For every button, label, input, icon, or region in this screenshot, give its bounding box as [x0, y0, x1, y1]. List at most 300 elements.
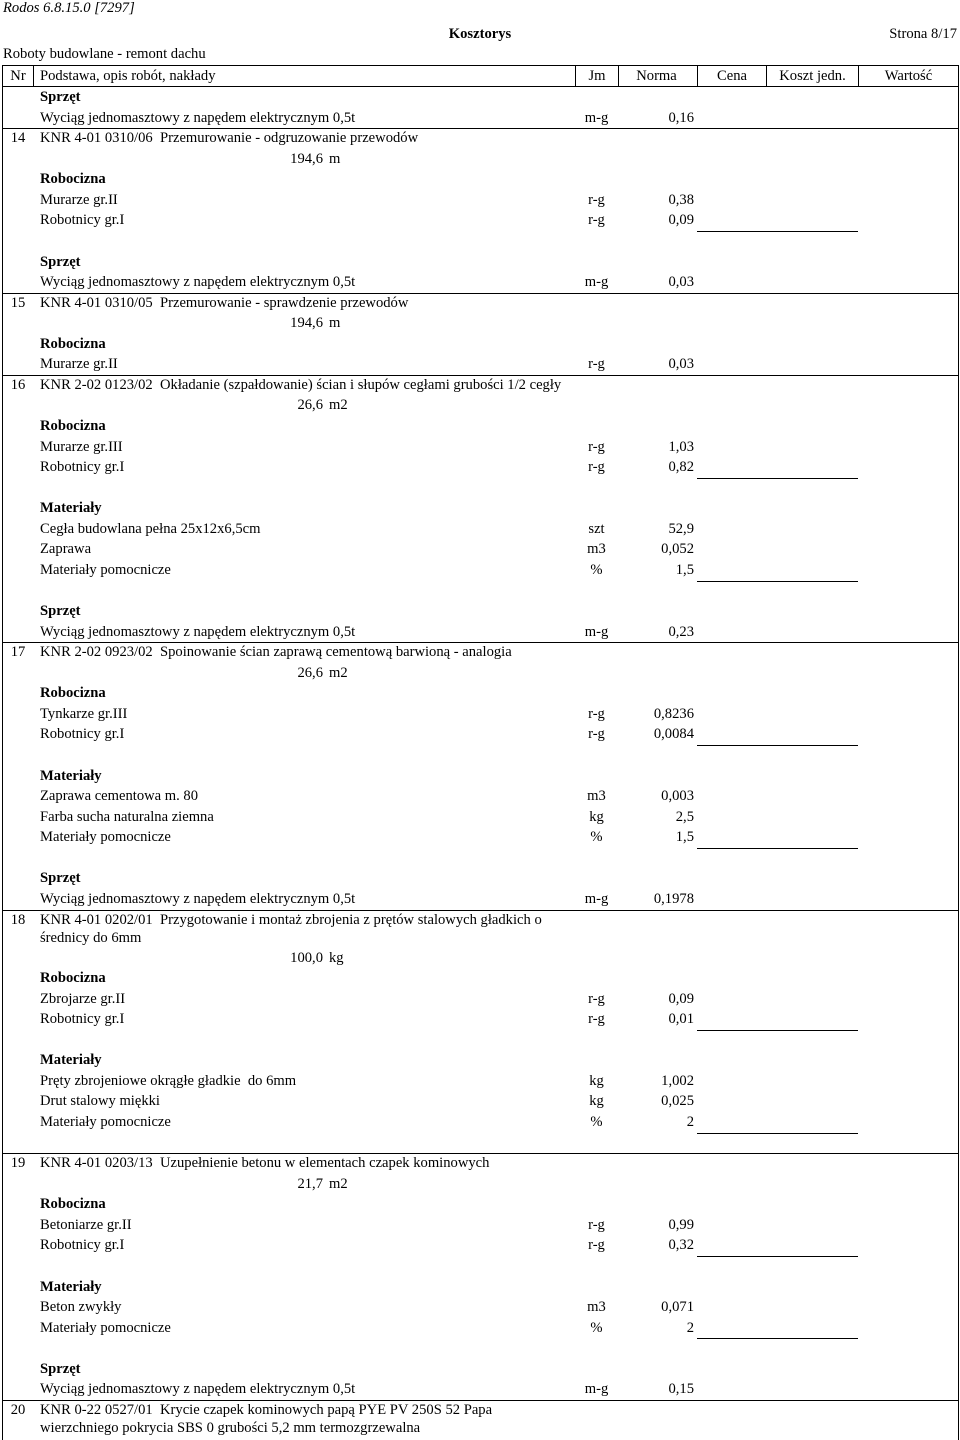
value-cell [858, 868, 958, 889]
position-description: KNR 4-01 0202/01 Przygotowanie i montaż zbrojenia z prętów stalowych gładkich o [40, 911, 542, 928]
unit-cell [575, 643, 618, 663]
position-row [3, 128, 958, 149]
unit-cost-cell [766, 968, 858, 989]
document-title: Kosztorys [448, 26, 512, 42]
resource-row [3, 889, 958, 910]
resource-name: Tynkarze gr.III [40, 705, 128, 722]
resource-norm: 0,09 [668, 990, 694, 1007]
unit-cost-cell [766, 643, 858, 663]
resource-row [3, 560, 958, 581]
resource-row [3, 108, 958, 129]
resource-row [3, 457, 958, 478]
unit-cost-cell [766, 478, 858, 499]
norm-cell [618, 519, 697, 540]
quantity-value: 194,6 [290, 150, 323, 167]
unit-cell [575, 766, 618, 787]
resource-unit: m-g [584, 1381, 609, 1398]
resource-name: Robotnicy gr.I [40, 726, 125, 743]
quantity-value: 194,6 [290, 315, 323, 332]
group-subtotal-row [3, 231, 958, 252]
unit-cell [575, 354, 618, 375]
price-cell [697, 1401, 766, 1438]
resource-group-name: Robocizna [40, 685, 106, 702]
resource-group-row [3, 252, 958, 273]
resource-row [3, 704, 958, 725]
quantity-value: 26,6 [297, 397, 323, 414]
unit-cell [575, 1297, 618, 1318]
resource-group-row [3, 766, 958, 787]
nr-cell [3, 1235, 33, 1256]
unit-cell [575, 416, 618, 437]
description-cell [33, 539, 575, 560]
norm-cell [618, 1071, 697, 1092]
value-cell [858, 948, 958, 969]
value-cell [858, 252, 958, 273]
norm-cell [618, 911, 697, 948]
resource-group-name: Sprzęt [40, 1360, 81, 1377]
nr-cell [3, 1050, 33, 1071]
column-header-norm: Norma [618, 66, 697, 86]
value-cell [858, 519, 958, 540]
resource-name: Farba sucha naturalna ziemna [40, 808, 214, 825]
description-cell [33, 129, 575, 149]
norm-cell [618, 622, 697, 643]
price-cell [697, 1154, 766, 1174]
nr-cell [3, 560, 33, 581]
unit-cell [575, 1133, 618, 1154]
price-cell [697, 989, 766, 1010]
unit-cell [575, 989, 618, 1010]
description-cell [33, 807, 575, 828]
nr-cell [3, 87, 33, 108]
price-cell [697, 169, 766, 190]
value-cell [858, 1401, 958, 1438]
description-cell [33, 1401, 575, 1438]
resource-row [3, 989, 958, 1010]
resource-unit: r-g [588, 1011, 605, 1028]
resource-norm: 0,0084 [653, 726, 694, 743]
price-cell [697, 190, 766, 211]
description-cell [33, 581, 575, 602]
value-cell [858, 169, 958, 190]
value-cell [858, 1091, 958, 1112]
value-cell [858, 478, 958, 499]
price-cell [697, 272, 766, 293]
nr-cell [3, 911, 33, 948]
nr-cell [3, 889, 33, 910]
norm-cell [618, 1256, 697, 1277]
price-cell [697, 1215, 766, 1236]
resource-name: Zaprawa [40, 541, 92, 558]
position-description: średnicy do 6mm [40, 929, 142, 946]
resource-name: Betoniarze gr.II [40, 1216, 132, 1233]
unit-cell [575, 1338, 618, 1359]
unit-cell [575, 1112, 618, 1133]
unit-cost-cell [766, 210, 858, 231]
unit-cost-cell [766, 354, 858, 375]
price-cell [697, 1009, 766, 1030]
norm-cell [618, 807, 697, 828]
description-cell [33, 1112, 575, 1133]
price-cell [697, 1133, 766, 1154]
nr-cell [3, 334, 33, 355]
description-cell [33, 498, 575, 519]
page-number: Strona 8/17 [889, 26, 957, 42]
resource-norm: 0,99 [668, 1216, 694, 1233]
norm-cell [618, 724, 697, 745]
value-cell [858, 1277, 958, 1298]
price-cell [697, 210, 766, 231]
unit-cell [575, 827, 618, 848]
resource-norm: 0,15 [668, 1381, 694, 1398]
quantity-value: 26,6 [297, 664, 323, 681]
unit-cell [575, 745, 618, 766]
unit-cell [575, 1256, 618, 1277]
nr-cell [3, 1297, 33, 1318]
resource-group-name: Materiały [40, 767, 102, 784]
price-cell [697, 457, 766, 478]
price-cell [697, 108, 766, 129]
resource-norm: 1,03 [668, 438, 694, 455]
value-cell [858, 334, 958, 355]
unit-cost-cell [766, 149, 858, 170]
description-cell [33, 1359, 575, 1380]
unit-cell [575, 1215, 618, 1236]
value-cell [858, 272, 958, 293]
nr-cell [3, 437, 33, 458]
norm-cell [618, 334, 697, 355]
price-cell [697, 1277, 766, 1298]
resource-group-row [3, 1277, 958, 1298]
price-cell [697, 416, 766, 437]
price-cell [697, 1071, 766, 1092]
description-cell [33, 108, 575, 129]
resource-group-name: Robocizna [40, 1196, 106, 1213]
position-description: KNR 2-02 0123/02 Okładanie (szpałdowanie) ścian i słupów cegłami grubości 1/2 cegły [40, 376, 562, 393]
resource-unit: % [590, 1114, 603, 1130]
norm-cell [618, 252, 697, 273]
nr-cell [3, 683, 33, 704]
unit-cell [575, 1359, 618, 1380]
resource-name: Robotnicy gr.I [40, 212, 125, 229]
nr-cell [3, 601, 33, 622]
price-cell [697, 1174, 766, 1195]
value-cell [858, 1154, 958, 1174]
value-cell [858, 539, 958, 560]
value-cell [858, 354, 958, 375]
resource-unit: r-g [588, 726, 605, 743]
price-cell [697, 601, 766, 622]
unit-cell [575, 334, 618, 355]
value-cell [858, 581, 958, 602]
unit-cost-cell [766, 395, 858, 416]
norm-cell [618, 478, 697, 499]
position-number: 17 [10, 644, 26, 661]
unit-cell [575, 601, 618, 622]
description-cell [33, 786, 575, 807]
resource-group-row [3, 968, 958, 989]
nr-cell [3, 416, 33, 437]
norm-cell [618, 1359, 697, 1380]
unit-cost-cell [766, 1091, 858, 1112]
unit-cell [575, 868, 618, 889]
value-cell [858, 724, 958, 745]
nr-cell [3, 643, 33, 663]
unit-cell [575, 1030, 618, 1051]
price-cell [697, 1318, 766, 1339]
unit-cost-cell [766, 868, 858, 889]
description-cell [33, 968, 575, 989]
price-cell [697, 724, 766, 745]
position-number: 20 [10, 1401, 26, 1418]
resource-unit: m-g [584, 623, 609, 640]
norm-cell [618, 149, 697, 170]
quantity-row [3, 663, 958, 684]
unit-cost-cell [766, 1030, 858, 1051]
unit-cost-cell [766, 745, 858, 766]
resource-norm: 0,32 [668, 1237, 694, 1254]
unit-cell [575, 272, 618, 293]
description-cell [33, 231, 575, 252]
unit-cell [575, 1318, 618, 1339]
resource-row [3, 354, 958, 375]
nr-cell [3, 498, 33, 519]
norm-cell [618, 1030, 697, 1051]
resource-row [3, 807, 958, 828]
quantity-unit: m2 [329, 397, 348, 414]
price-cell [697, 1194, 766, 1215]
price-cell [697, 252, 766, 273]
resource-row [3, 539, 958, 560]
column-header-nr: Nr [10, 68, 26, 84]
resource-unit: r-g [588, 705, 605, 722]
resource-row [3, 1112, 958, 1133]
resource-group-name: Materiały [40, 1278, 102, 1295]
price-cell [697, 1338, 766, 1359]
nr-cell [3, 313, 33, 334]
resource-unit: % [590, 561, 603, 578]
unit-cost-cell [766, 601, 858, 622]
resource-norm: 0,01 [668, 1011, 694, 1028]
norm-cell [618, 766, 697, 787]
nr-cell [3, 807, 33, 828]
resource-norm: 0,38 [668, 191, 694, 208]
resource-row [3, 786, 958, 807]
norm-cell [618, 704, 697, 725]
norm-cell [618, 560, 697, 581]
resource-norm: 0,82 [668, 459, 694, 476]
description-cell [33, 210, 575, 231]
price-cell [697, 868, 766, 889]
description-cell [33, 1297, 575, 1318]
unit-cell [575, 1154, 618, 1174]
norm-cell [618, 1174, 697, 1195]
value-cell [858, 87, 958, 108]
description-cell [33, 190, 575, 211]
price-cell [697, 498, 766, 519]
position-number: 19 [10, 1155, 26, 1172]
resource-row [3, 1215, 958, 1236]
nr-cell [3, 968, 33, 989]
price-cell [697, 1359, 766, 1380]
position-number: 18 [10, 911, 26, 928]
column-header-price: Cena [697, 66, 766, 86]
nr-cell [3, 539, 33, 560]
resource-unit: m3 [587, 541, 606, 558]
resource-name: Wyciąg jednomasztowy z napędem elektrycznym 0,5t [40, 109, 356, 126]
norm-cell [618, 108, 697, 129]
resource-name: Pręty zbrojeniowe okrągłe gładkie do 6mm [40, 1072, 297, 1089]
value-cell [858, 498, 958, 519]
quantity-row [3, 149, 958, 170]
unit-cell [575, 786, 618, 807]
price-cell [697, 313, 766, 334]
unit-cell [575, 169, 618, 190]
unit-cell [575, 1071, 618, 1092]
resource-group-name: Robocizna [40, 970, 106, 987]
quantity-unit: m [329, 150, 341, 167]
unit-cost-cell [766, 848, 858, 869]
column-header-value: Wartość [858, 66, 958, 86]
position-number: 15 [10, 294, 26, 311]
unit-cell [575, 294, 618, 314]
unit-cell [575, 1194, 618, 1215]
value-cell [858, 766, 958, 787]
value-cell [858, 622, 958, 643]
column-header-unit-cost: Koszt jedn. [766, 66, 858, 86]
unit-cell [575, 210, 618, 231]
unit-cell [575, 1235, 618, 1256]
unit-cell [575, 313, 618, 334]
unit-cell [575, 108, 618, 129]
norm-cell [618, 272, 697, 293]
resource-row [3, 827, 958, 848]
resource-unit: m3 [587, 788, 606, 805]
estimate-table [2, 65, 959, 1440]
resource-norm: 0,03 [668, 356, 694, 373]
price-cell [697, 354, 766, 375]
price-cell [697, 1256, 766, 1277]
norm-cell [618, 376, 697, 396]
price-cell [697, 1379, 766, 1400]
nr-cell [3, 395, 33, 416]
description-cell [33, 1133, 575, 1154]
unit-cell [575, 129, 618, 149]
price-cell [697, 911, 766, 948]
resource-unit: szt [588, 520, 605, 537]
value-cell [858, 848, 958, 869]
resource-unit: r-g [588, 212, 605, 229]
unit-cost-cell [766, 581, 858, 602]
value-cell [858, 663, 958, 684]
unit-cell [575, 1050, 618, 1071]
norm-cell [618, 581, 697, 602]
resource-unit: kg [589, 808, 604, 825]
value-cell [858, 911, 958, 948]
resource-unit: kg [589, 1093, 604, 1110]
norm-cell [618, 457, 697, 478]
resource-name: Materiały pomocnicze [40, 829, 171, 846]
norm-cell [618, 1091, 697, 1112]
unit-cost-cell [766, 1154, 858, 1174]
description-cell [33, 948, 575, 969]
resource-norm: 2,5 [675, 808, 694, 825]
description-cell [33, 643, 575, 663]
position-row [3, 375, 958, 396]
value-cell [858, 1009, 958, 1030]
nr-cell [3, 827, 33, 848]
resource-name: Robotnicy gr.I [40, 1011, 125, 1028]
unit-cost-cell [766, 1277, 858, 1298]
norm-cell [618, 1401, 697, 1438]
nr-cell [3, 457, 33, 478]
description-cell [33, 252, 575, 273]
resource-group-row [3, 334, 958, 355]
description-cell [33, 376, 575, 396]
resource-name: Zaprawa cementowa m. 80 [40, 788, 199, 805]
price-cell [697, 622, 766, 643]
resource-group-row [3, 169, 958, 190]
position-row [3, 642, 958, 663]
value-cell [858, 1030, 958, 1051]
unit-cost-cell [766, 1338, 858, 1359]
nr-cell [3, 948, 33, 969]
price-cell [697, 437, 766, 458]
description-cell [33, 1050, 575, 1071]
unit-cost-cell [766, 948, 858, 969]
resource-group-name: Robocizna [40, 171, 106, 188]
unit-cell [575, 376, 618, 396]
position-row [3, 910, 958, 948]
unit-cell [575, 478, 618, 499]
description-cell [33, 1091, 575, 1112]
description-cell [33, 478, 575, 499]
value-cell [858, 1071, 958, 1092]
resource-row [3, 519, 958, 540]
nr-cell [3, 1030, 33, 1051]
quantity-unit: m2 [329, 1175, 348, 1192]
norm-cell [618, 868, 697, 889]
unit-cost-cell [766, 457, 858, 478]
description-cell [33, 724, 575, 745]
nr-cell [3, 989, 33, 1010]
resource-norm: 0,071 [661, 1299, 694, 1316]
value-cell [858, 1194, 958, 1215]
norm-cell [618, 354, 697, 375]
unit-cell [575, 1091, 618, 1112]
group-subtotal-row [3, 1030, 958, 1051]
resource-norm: 0,1978 [653, 890, 694, 907]
description-cell [33, 1277, 575, 1298]
unit-cell [575, 724, 618, 745]
unit-cost-cell [766, 87, 858, 108]
description-cell [33, 169, 575, 190]
unit-cost-cell [766, 786, 858, 807]
nr-cell [3, 294, 33, 314]
price-cell [697, 129, 766, 149]
value-cell [858, 313, 958, 334]
norm-cell [618, 1379, 697, 1400]
quantity-row [3, 948, 958, 969]
nr-cell [3, 108, 33, 129]
value-cell [858, 1133, 958, 1154]
group-subtotal-row [3, 1338, 958, 1359]
price-cell [697, 519, 766, 540]
nr-cell [3, 1112, 33, 1133]
quantity-unit: m2 [329, 664, 348, 681]
norm-cell [618, 989, 697, 1010]
group-subtotal-row [3, 745, 958, 766]
